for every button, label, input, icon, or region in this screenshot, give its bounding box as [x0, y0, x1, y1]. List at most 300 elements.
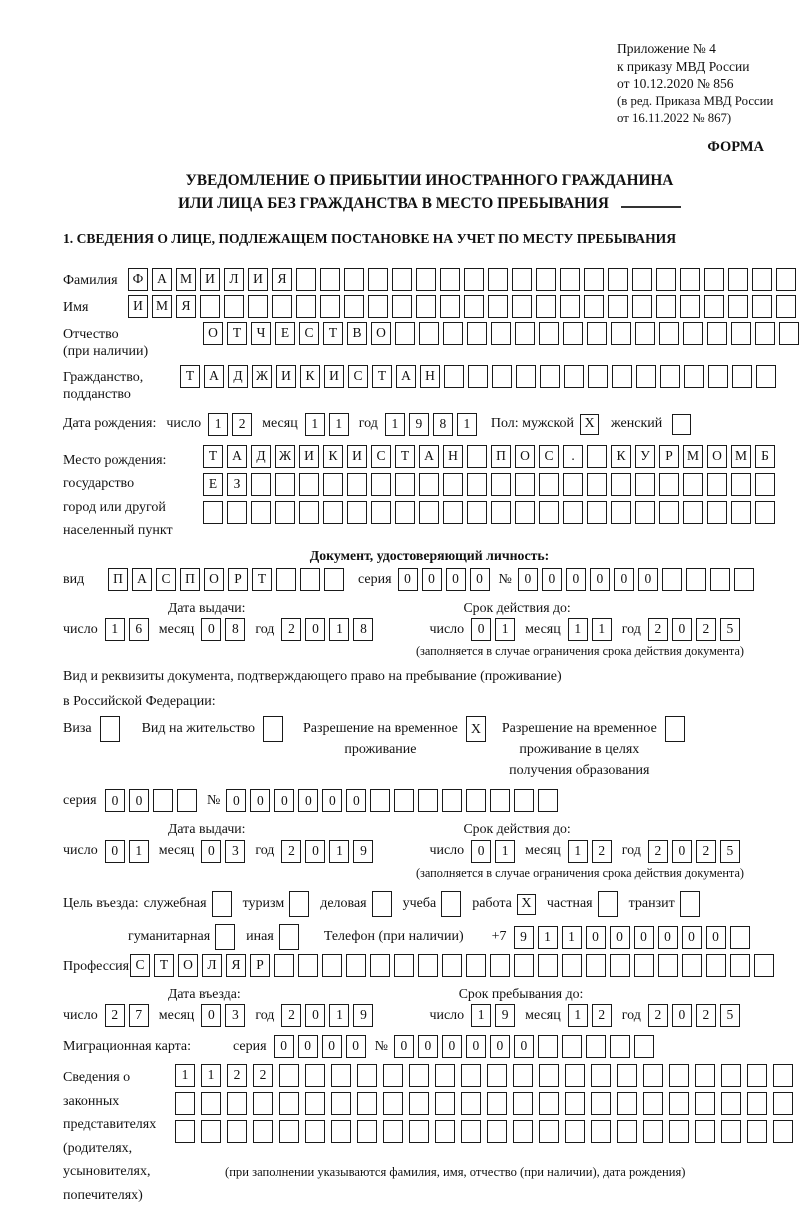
purpose-work-checkbox[interactable]: X — [517, 894, 536, 915]
char-box[interactable] — [224, 295, 244, 318]
char-box[interactable] — [323, 473, 343, 496]
char-box[interactable]: М — [152, 295, 172, 318]
char-box[interactable]: И — [248, 268, 268, 291]
char-box[interactable] — [721, 1120, 741, 1143]
char-box[interactable]: 1 — [329, 618, 349, 641]
char-box[interactable]: Е — [275, 322, 295, 345]
char-box[interactable] — [669, 1092, 689, 1115]
char-box[interactable] — [721, 1064, 741, 1087]
char-box[interactable] — [468, 365, 488, 388]
char-box[interactable]: 1 — [129, 840, 149, 863]
char-box[interactable]: 2 — [592, 1004, 612, 1027]
char-box[interactable]: 0 — [672, 840, 692, 863]
char-box[interactable] — [512, 268, 532, 291]
char-box[interactable]: 0 — [322, 1035, 342, 1058]
char-box[interactable] — [435, 1092, 455, 1115]
char-box[interactable] — [513, 1064, 533, 1087]
char-box[interactable]: 0 — [614, 568, 634, 591]
char-box[interactable] — [538, 954, 558, 977]
char-box[interactable] — [299, 501, 319, 524]
char-box[interactable] — [683, 322, 703, 345]
char-box[interactable]: 1 — [568, 618, 588, 641]
char-box[interactable] — [656, 295, 676, 318]
char-box[interactable]: О — [515, 445, 535, 468]
char-box[interactable] — [395, 501, 415, 524]
char-box[interactable] — [588, 365, 608, 388]
char-box[interactable]: Д — [251, 445, 271, 468]
char-box[interactable] — [634, 1035, 654, 1058]
char-box[interactable] — [409, 1064, 429, 1087]
char-box[interactable]: Л — [224, 268, 244, 291]
char-box[interactable] — [656, 268, 676, 291]
char-box[interactable] — [513, 1120, 533, 1143]
char-box[interactable] — [298, 954, 318, 977]
char-box[interactable] — [274, 954, 294, 977]
char-box[interactable] — [586, 954, 606, 977]
char-box[interactable]: 2 — [281, 840, 301, 863]
char-box[interactable]: 0 — [490, 1035, 510, 1058]
char-box[interactable]: 0 — [394, 1035, 414, 1058]
char-box[interactable] — [707, 501, 727, 524]
char-box[interactable]: 5 — [720, 1004, 740, 1027]
char-box[interactable] — [538, 789, 558, 812]
char-box[interactable] — [357, 1120, 377, 1143]
char-box[interactable] — [320, 295, 340, 318]
char-box[interactable] — [227, 1120, 247, 1143]
char-box[interactable] — [331, 1120, 351, 1143]
char-box[interactable] — [686, 568, 706, 591]
char-box[interactable] — [643, 1064, 663, 1087]
char-box[interactable] — [587, 473, 607, 496]
char-box[interactable]: 0 — [470, 568, 490, 591]
char-box[interactable]: 0 — [322, 789, 342, 812]
char-box[interactable]: 1 — [385, 413, 405, 436]
char-box[interactable] — [538, 1035, 558, 1058]
char-box[interactable]: 0 — [682, 926, 702, 949]
purpose-humanitarian-checkbox[interactable] — [215, 924, 235, 950]
char-box[interactable]: 0 — [634, 926, 654, 949]
char-box[interactable]: М — [683, 445, 703, 468]
char-box[interactable] — [747, 1092, 767, 1115]
char-box[interactable] — [731, 501, 751, 524]
char-box[interactable]: 0 — [514, 1035, 534, 1058]
char-box[interactable] — [756, 365, 776, 388]
char-box[interactable]: И — [347, 445, 367, 468]
char-box[interactable]: А — [132, 568, 152, 591]
char-box[interactable]: 9 — [409, 413, 429, 436]
char-box[interactable] — [730, 954, 750, 977]
char-box[interactable] — [776, 295, 796, 318]
char-box[interactable]: К — [300, 365, 320, 388]
char-box[interactable] — [491, 322, 511, 345]
char-box[interactable]: С — [130, 954, 150, 977]
char-box[interactable] — [539, 501, 559, 524]
char-box[interactable] — [608, 295, 628, 318]
char-box[interactable]: 0 — [672, 1004, 692, 1027]
char-box[interactable] — [203, 501, 223, 524]
residence-permit-checkbox[interactable] — [263, 716, 283, 742]
char-box[interactable]: С — [348, 365, 368, 388]
char-box[interactable] — [636, 365, 656, 388]
char-box[interactable]: А — [227, 445, 247, 468]
char-box[interactable] — [587, 322, 607, 345]
char-box[interactable] — [444, 365, 464, 388]
char-box[interactable]: П — [180, 568, 200, 591]
char-box[interactable] — [707, 473, 727, 496]
char-box[interactable]: Я — [176, 295, 196, 318]
char-box[interactable] — [721, 1092, 741, 1115]
char-box[interactable] — [635, 473, 655, 496]
char-box[interactable]: Н — [443, 445, 463, 468]
char-box[interactable] — [418, 954, 438, 977]
char-box[interactable] — [175, 1092, 195, 1115]
char-box[interactable]: Т — [395, 445, 415, 468]
char-box[interactable] — [440, 295, 460, 318]
char-box[interactable] — [779, 322, 799, 345]
char-box[interactable] — [442, 954, 462, 977]
char-box[interactable] — [279, 1120, 299, 1143]
char-box[interactable] — [419, 322, 439, 345]
char-box[interactable] — [563, 501, 583, 524]
char-box[interactable]: 0 — [706, 926, 726, 949]
char-box[interactable]: 9 — [353, 840, 373, 863]
char-box[interactable]: 0 — [298, 1035, 318, 1058]
char-box[interactable]: 0 — [105, 840, 125, 863]
char-box[interactable]: Н — [420, 365, 440, 388]
char-box[interactable] — [755, 501, 775, 524]
char-box[interactable]: К — [611, 445, 631, 468]
char-box[interactable]: Ф — [128, 268, 148, 291]
char-box[interactable]: 0 — [398, 568, 418, 591]
char-box[interactable] — [591, 1064, 611, 1087]
char-box[interactable]: 0 — [610, 926, 630, 949]
char-box[interactable] — [368, 268, 388, 291]
char-box[interactable] — [177, 789, 197, 812]
char-box[interactable]: С — [156, 568, 176, 591]
char-box[interactable] — [344, 295, 364, 318]
char-box[interactable] — [773, 1064, 793, 1087]
char-box[interactable] — [487, 1064, 507, 1087]
char-box[interactable]: Д — [228, 365, 248, 388]
char-box[interactable] — [443, 473, 463, 496]
char-box[interactable] — [591, 1092, 611, 1115]
char-box[interactable] — [370, 789, 390, 812]
char-box[interactable] — [706, 954, 726, 977]
char-box[interactable] — [371, 501, 391, 524]
char-box[interactable] — [201, 1120, 221, 1143]
char-box[interactable] — [272, 295, 292, 318]
char-box[interactable] — [487, 1120, 507, 1143]
char-box[interactable] — [279, 1092, 299, 1115]
char-box[interactable]: 0 — [201, 618, 221, 641]
char-box[interactable]: . — [563, 445, 583, 468]
char-box[interactable] — [464, 268, 484, 291]
char-box[interactable] — [490, 954, 510, 977]
char-box[interactable]: 9 — [495, 1004, 515, 1027]
char-box[interactable] — [347, 501, 367, 524]
char-box[interactable]: С — [539, 445, 559, 468]
sex-male-checkbox[interactable]: X — [580, 414, 599, 435]
char-box[interactable]: 0 — [471, 618, 491, 641]
char-box[interactable] — [443, 322, 463, 345]
char-box[interactable] — [659, 322, 679, 345]
char-box[interactable] — [275, 501, 295, 524]
char-box[interactable] — [539, 1064, 559, 1087]
char-box[interactable] — [560, 295, 580, 318]
visa-checkbox[interactable] — [100, 716, 120, 742]
char-box[interactable] — [536, 295, 556, 318]
char-box[interactable] — [563, 473, 583, 496]
char-box[interactable]: 2 — [648, 1004, 668, 1027]
char-box[interactable]: 2 — [648, 618, 668, 641]
char-box[interactable] — [539, 473, 559, 496]
char-box[interactable] — [611, 501, 631, 524]
char-box[interactable] — [320, 268, 340, 291]
char-box[interactable]: Р — [228, 568, 248, 591]
char-box[interactable] — [514, 954, 534, 977]
purpose-tourism-checkbox[interactable] — [289, 891, 309, 917]
char-box[interactable]: 0 — [201, 1004, 221, 1027]
char-box[interactable]: А — [204, 365, 224, 388]
char-box[interactable] — [565, 1064, 585, 1087]
char-box[interactable]: А — [419, 445, 439, 468]
char-box[interactable] — [394, 954, 414, 977]
char-box[interactable]: 7 — [129, 1004, 149, 1027]
char-box[interactable]: Т — [323, 322, 343, 345]
char-box[interactable]: 1 — [568, 840, 588, 863]
char-box[interactable] — [175, 1120, 195, 1143]
char-box[interactable]: 0 — [422, 568, 442, 591]
char-box[interactable]: 8 — [433, 413, 453, 436]
char-box[interactable] — [632, 295, 652, 318]
char-box[interactable]: Т — [203, 445, 223, 468]
char-box[interactable] — [683, 473, 703, 496]
char-box[interactable] — [662, 568, 682, 591]
char-box[interactable]: Т — [227, 322, 247, 345]
char-box[interactable] — [617, 1120, 637, 1143]
char-box[interactable] — [322, 954, 342, 977]
char-box[interactable] — [752, 295, 772, 318]
char-box[interactable] — [563, 322, 583, 345]
char-box[interactable] — [488, 295, 508, 318]
char-box[interactable] — [488, 268, 508, 291]
char-box[interactable]: 1 — [568, 1004, 588, 1027]
char-box[interactable]: Т — [372, 365, 392, 388]
char-box[interactable]: 1 — [538, 926, 558, 949]
char-box[interactable] — [323, 501, 343, 524]
char-box[interactable] — [695, 1064, 715, 1087]
char-box[interactable]: 0 — [471, 840, 491, 863]
char-box[interactable]: 2 — [696, 840, 716, 863]
char-box[interactable]: И — [276, 365, 296, 388]
char-box[interactable]: Ж — [252, 365, 272, 388]
char-box[interactable] — [704, 268, 724, 291]
char-box[interactable] — [732, 365, 752, 388]
char-box[interactable] — [416, 295, 436, 318]
sex-female-checkbox[interactable] — [672, 414, 691, 435]
char-box[interactable] — [443, 501, 463, 524]
char-box[interactable]: Л — [202, 954, 222, 977]
char-box[interactable] — [513, 1092, 533, 1115]
char-box[interactable] — [324, 568, 344, 591]
purpose-transit-checkbox[interactable] — [680, 891, 700, 917]
purpose-private-checkbox[interactable] — [598, 891, 618, 917]
char-box[interactable]: 0 — [305, 618, 325, 641]
char-box[interactable] — [635, 501, 655, 524]
purpose-study-checkbox[interactable] — [441, 891, 461, 917]
char-box[interactable]: 2 — [281, 1004, 301, 1027]
char-box[interactable] — [562, 954, 582, 977]
char-box[interactable]: 1 — [495, 618, 515, 641]
char-box[interactable]: Б — [755, 445, 775, 468]
char-box[interactable]: 3 — [225, 840, 245, 863]
char-box[interactable]: И — [324, 365, 344, 388]
char-box[interactable] — [643, 1120, 663, 1143]
char-box[interactable] — [395, 322, 415, 345]
char-box[interactable] — [536, 268, 556, 291]
char-box[interactable] — [564, 365, 584, 388]
char-box[interactable] — [296, 268, 316, 291]
char-box[interactable]: Т — [252, 568, 272, 591]
char-box[interactable] — [200, 295, 220, 318]
char-box[interactable]: А — [396, 365, 416, 388]
char-box[interactable] — [635, 322, 655, 345]
char-box[interactable]: 8 — [225, 618, 245, 641]
char-box[interactable] — [612, 365, 632, 388]
char-box[interactable]: П — [491, 445, 511, 468]
char-box[interactable] — [515, 501, 535, 524]
char-box[interactable] — [617, 1092, 637, 1115]
char-box[interactable]: 2 — [648, 840, 668, 863]
char-box[interactable]: 5 — [720, 840, 740, 863]
char-box[interactable] — [587, 501, 607, 524]
char-box[interactable]: 1 — [329, 840, 349, 863]
char-box[interactable] — [710, 568, 730, 591]
char-box[interactable]: К — [323, 445, 343, 468]
char-box[interactable]: С — [299, 322, 319, 345]
char-box[interactable] — [296, 295, 316, 318]
char-box[interactable] — [392, 268, 412, 291]
char-box[interactable] — [707, 322, 727, 345]
char-box[interactable] — [383, 1120, 403, 1143]
char-box[interactable]: 0 — [129, 789, 149, 812]
char-box[interactable]: 2 — [696, 618, 716, 641]
char-box[interactable] — [683, 501, 703, 524]
char-box[interactable] — [491, 473, 511, 496]
char-box[interactable]: 1 — [329, 1004, 349, 1027]
char-box[interactable] — [466, 789, 486, 812]
char-box[interactable] — [680, 268, 700, 291]
char-box[interactable] — [516, 365, 536, 388]
char-box[interactable] — [610, 1035, 630, 1058]
char-box[interactable]: 1 — [562, 926, 582, 949]
char-box[interactable]: Ж — [275, 445, 295, 468]
char-box[interactable]: М — [176, 268, 196, 291]
char-box[interactable]: 0 — [105, 789, 125, 812]
char-box[interactable] — [682, 954, 702, 977]
char-box[interactable] — [357, 1064, 377, 1087]
char-box[interactable]: В — [347, 322, 367, 345]
char-box[interactable]: 2 — [227, 1064, 247, 1087]
char-box[interactable] — [395, 473, 415, 496]
char-box[interactable]: 1 — [208, 413, 228, 436]
char-box[interactable] — [419, 473, 439, 496]
char-box[interactable]: 0 — [466, 1035, 486, 1058]
char-box[interactable] — [634, 954, 654, 977]
char-box[interactable] — [660, 365, 680, 388]
char-box[interactable] — [440, 268, 460, 291]
char-box[interactable]: О — [707, 445, 727, 468]
char-box[interactable] — [611, 473, 631, 496]
char-box[interactable] — [731, 473, 751, 496]
char-box[interactable] — [487, 1092, 507, 1115]
char-box[interactable] — [734, 568, 754, 591]
char-box[interactable]: Р — [250, 954, 270, 977]
char-box[interactable] — [659, 473, 679, 496]
char-box[interactable] — [331, 1064, 351, 1087]
char-box[interactable] — [442, 789, 462, 812]
char-box[interactable]: 2 — [696, 1004, 716, 1027]
char-box[interactable]: 8 — [353, 618, 373, 641]
char-box[interactable] — [755, 473, 775, 496]
char-box[interactable] — [153, 789, 173, 812]
char-box[interactable]: 1 — [305, 413, 325, 436]
char-box[interactable]: У — [635, 445, 655, 468]
char-box[interactable] — [608, 268, 628, 291]
char-box[interactable] — [346, 954, 366, 977]
char-box[interactable] — [658, 954, 678, 977]
char-box[interactable] — [409, 1092, 429, 1115]
char-box[interactable] — [279, 1064, 299, 1087]
char-box[interactable] — [227, 1092, 247, 1115]
char-box[interactable] — [383, 1064, 403, 1087]
char-box[interactable] — [643, 1092, 663, 1115]
purpose-business-checkbox[interactable] — [372, 891, 392, 917]
char-box[interactable] — [539, 1120, 559, 1143]
char-box[interactable] — [418, 789, 438, 812]
char-box[interactable] — [560, 268, 580, 291]
char-box[interactable]: Т — [180, 365, 200, 388]
char-box[interactable] — [680, 295, 700, 318]
char-box[interactable] — [461, 1120, 481, 1143]
char-box[interactable]: З — [227, 473, 247, 496]
char-box[interactable]: И — [200, 268, 220, 291]
char-box[interactable]: И — [299, 445, 319, 468]
char-box[interactable] — [728, 295, 748, 318]
char-box[interactable]: Е — [203, 473, 223, 496]
char-box[interactable]: Я — [226, 954, 246, 977]
char-box[interactable] — [253, 1120, 273, 1143]
char-box[interactable] — [466, 954, 486, 977]
char-box[interactable]: 0 — [658, 926, 678, 949]
char-box[interactable] — [611, 322, 631, 345]
char-box[interactable] — [584, 268, 604, 291]
char-box[interactable] — [695, 1092, 715, 1115]
char-box[interactable] — [305, 1064, 325, 1087]
char-box[interactable] — [357, 1092, 377, 1115]
char-box[interactable] — [492, 365, 512, 388]
char-box[interactable] — [695, 1120, 715, 1143]
char-box[interactable]: 6 — [129, 618, 149, 641]
char-box[interactable] — [201, 1092, 221, 1115]
char-box[interactable] — [253, 1092, 273, 1115]
char-box[interactable]: 1 — [592, 618, 612, 641]
char-box[interactable]: 0 — [274, 1035, 294, 1058]
char-box[interactable]: Т — [154, 954, 174, 977]
char-box[interactable]: 1 — [105, 618, 125, 641]
char-box[interactable] — [461, 1064, 481, 1087]
char-box[interactable] — [512, 295, 532, 318]
